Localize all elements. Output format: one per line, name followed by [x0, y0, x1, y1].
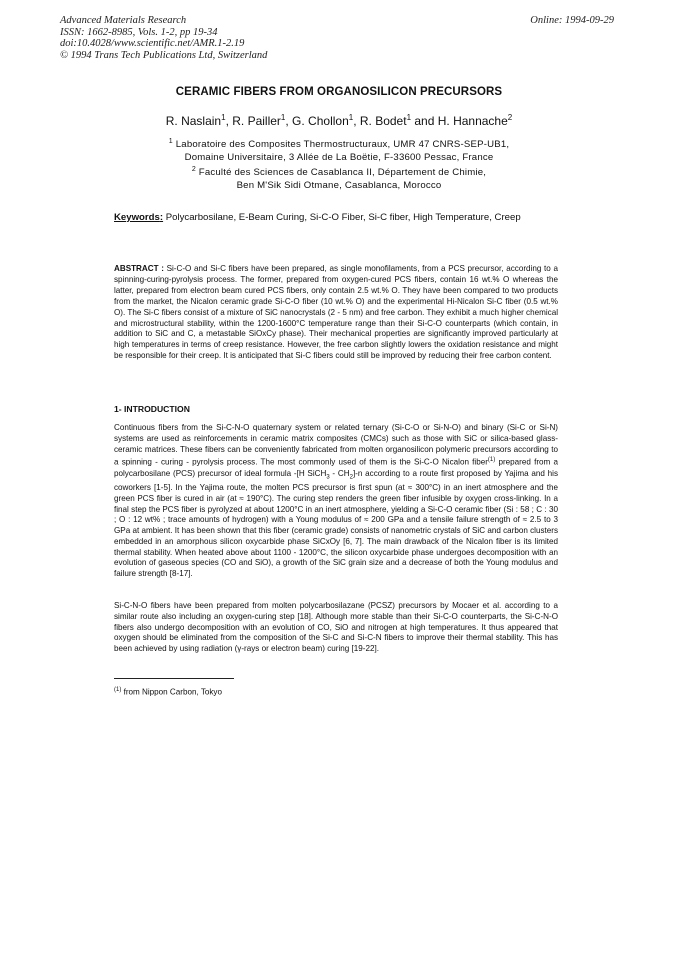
author-affiliation-mark: 1 — [406, 113, 412, 122]
intro-paragraph-1 — [114, 423, 558, 580]
affiliation-line: Faculté des Sciences de Casablanca II, Département de Chimie, — [198, 167, 487, 179]
keywords-label: Keywords — [114, 212, 160, 223]
keywords-line: Keywords: Polycarbosilane, E-Beam Curing, Si-C-O Fiber, Si-C fiber, High Temperature, Creep — [114, 212, 521, 223]
keywords-text: Polycarbosilane, E-Beam Curing, Si-C-O Fiber, Si-C fiber, High Temperature, Creep — [165, 212, 521, 223]
author-affiliation-mark: 1 — [221, 113, 226, 122]
affiliation-mark: 1 — [168, 138, 173, 145]
paragraph-text: prepared from a polycarbosilane (PCS) precursor of ideal formula -[H SiCH — [114, 457, 558, 478]
author-affiliation-mark: 2 — [507, 113, 513, 122]
footnote-divider — [114, 678, 234, 679]
affiliation-mark: 2 — [191, 166, 196, 173]
affiliation-1 — [0, 136, 678, 164]
copyright-line: © 1994 Trans Tech Publications Ltd, Switzerland — [60, 49, 268, 61]
section-heading: 1- INTRODUCTION — [114, 404, 190, 414]
author-separator: , — [353, 114, 360, 128]
affiliation-line: Domaine Universitaire, 3 Allée de La Boëtie, F-33600 Pessac, France — [184, 151, 494, 163]
paragraph-text: Continuous fibers from the Si-C-N-O quaternary system or related ternary (Si-C-O or Si-N-O) and binary (Si-C or Si-N) systems are used as reinforcements in ceramic matrix composites (CMCs) such as those with SiC or silica-based glass-ceramic matrices. These fibers can be conveniently fabricated from molten organosilicon polymeric precursors according to a spinning - curing - pyrolysis process. The most commonly used of them is the Si-C-O Nicalon fiber — [114, 423, 558, 467]
paragraph-text: ]-n according to a route first proposed by Yajima and his coworkers [1-5]. In the Yajima route, the molten PCS precursor is first spun (at ≈ 300°C) in an inert atmosphere and the green PCS fiber is cured in air (at ≈ 190°C). The curing step renders the green fiber infusible by oxygen cross-linking. In a final step the PCS fiber is pyrolyzed at about 1200°C in an inert atmosphere, yielding a Si-C-O ceramic fiber (Si : 58 ; C : 30 ; O : 12 wt% ; trace amounts of hydrogen) with a Young modulus of ≈ 200 GPa and a tensile failure strength of ≈ 2.5 to 3 GPa at ambient. It has been shown that this fiber (ceramic grade) consists of nanometric crystals of SiC and carbon clusters embedded in an amorphous silicon oxycarbide phase SiCxOy [6, 7]. The main drawback of the Nicalon fiber is its limited thermal stability. When heated above about 1100 - 1200°C, the silicon oxycarbide phase undergoes decomposition with an evolution of gaseous species (CO and SiO), a growth of the SiC grain size and a decrease of both the Young modulus and failure strength [8-17]. — [114, 468, 558, 579]
paragraph-text: - CH — [329, 468, 350, 478]
journal-name: Advanced Materials Research — [60, 15, 187, 26]
footnote-text: from Nippon Carbon, Tokyo — [121, 687, 222, 697]
affiliation-line: Laboratoire des Composites Thermostructuraux, UMR 47 CNRS-SEP-UB1, — [175, 139, 510, 151]
footnote-mark: (1) — [487, 457, 496, 464]
abstract — [114, 264, 558, 362]
author-list — [0, 113, 678, 128]
author-separator: and — [411, 114, 438, 128]
formula-subscript: 2 — [349, 474, 353, 481]
online-date: Online: 1994-09-29 — [530, 15, 614, 26]
issn-line: ISSN: 1662-8985, Vols. 1-2, pp 19-34 — [60, 26, 218, 38]
author-name: G. Chollon — [292, 114, 349, 128]
paper-title: CERAMIC FIBERS FROM ORGANOSILICON PRECURSORS — [175, 86, 503, 98]
footnote — [114, 687, 222, 697]
author-name: H. Hannache — [437, 114, 508, 128]
abstract-text: Si-C-O and Si-C fibers have been prepared, as single monofilaments, from a PCS precursor, according to a spinning-curing-pyrolysis process. The former, prepared from oxygen-cured PCS fibers, contain 16 wt.% O whereas the latter, prepared from electron beam cured PCS fibers, only contain 2.5 wt.% O. They have been compared to two products from the market, the Nicalon ceramic grade Si-C-O fiber (10 wt.% O) and the experimental Hi-Nicalon Si-C fiber (0.5 wt.% O). The Si-C fibers consist of a mixture of SiC nanocrystals (2 - 5 nm) and free carbon. They exhibit a much higher chemical and microstructural stability, within the 1200-1600°C temperature range than their Si-C-O counterparts (which contain, in addition to SiC and C, a metastable SiOxCy phase). Their mechanical properties are significantly improved particularly at high temperatures in terms of creep resistance. However, the free carbon slightly lowers the oxidation resistance and might be responsible for their creep. It is anticipated that Si-C fibers could still be improved by reducing their free carbon content. — [114, 264, 558, 361]
author-name: R. Bodet — [359, 114, 407, 128]
author-separator: , — [285, 114, 293, 128]
journal-metadata — [60, 15, 267, 61]
doi-line: doi:10.4028/www.scientific.net/AMR.1-2.19 — [60, 38, 245, 50]
footnote-mark: (1) — [114, 687, 122, 693]
formula-subscript: 3 — [326, 474, 330, 481]
author-separator: , — [225, 114, 233, 128]
intro-paragraph-2: Si-C-N-O fibers have been prepared from molten polycarbosilazane (PCSZ) precursors by Mocaer et al. according to a similar route also including an oxygen-curing step [18]. Although more stable than their Si-C-O counterparts, the Si-C-N-O fibers also undergo decomposition with an evolution of CO, SiO and nitrogen at high temperatures. It thus appeared that oxygen should be eliminated from the composition of the Si-C and Si-C-N fibers to improve their thermal stability. This has been achieved by using radiation (γ-rays or electron beam) curing [19-22]. — [114, 601, 558, 653]
abstract-label: ABSTRACT : — [114, 264, 164, 273]
author-affiliation-mark: 1 — [280, 113, 286, 122]
affiliation-line: Ben M'Sik Sidi Otmane, Casablanca, Morocco — [236, 179, 442, 191]
author-name: R. Naslain — [165, 114, 222, 128]
author-affiliation-mark: 1 — [348, 113, 354, 122]
affiliation-2 — [0, 164, 678, 192]
author-name: R. Pailler — [232, 114, 281, 128]
